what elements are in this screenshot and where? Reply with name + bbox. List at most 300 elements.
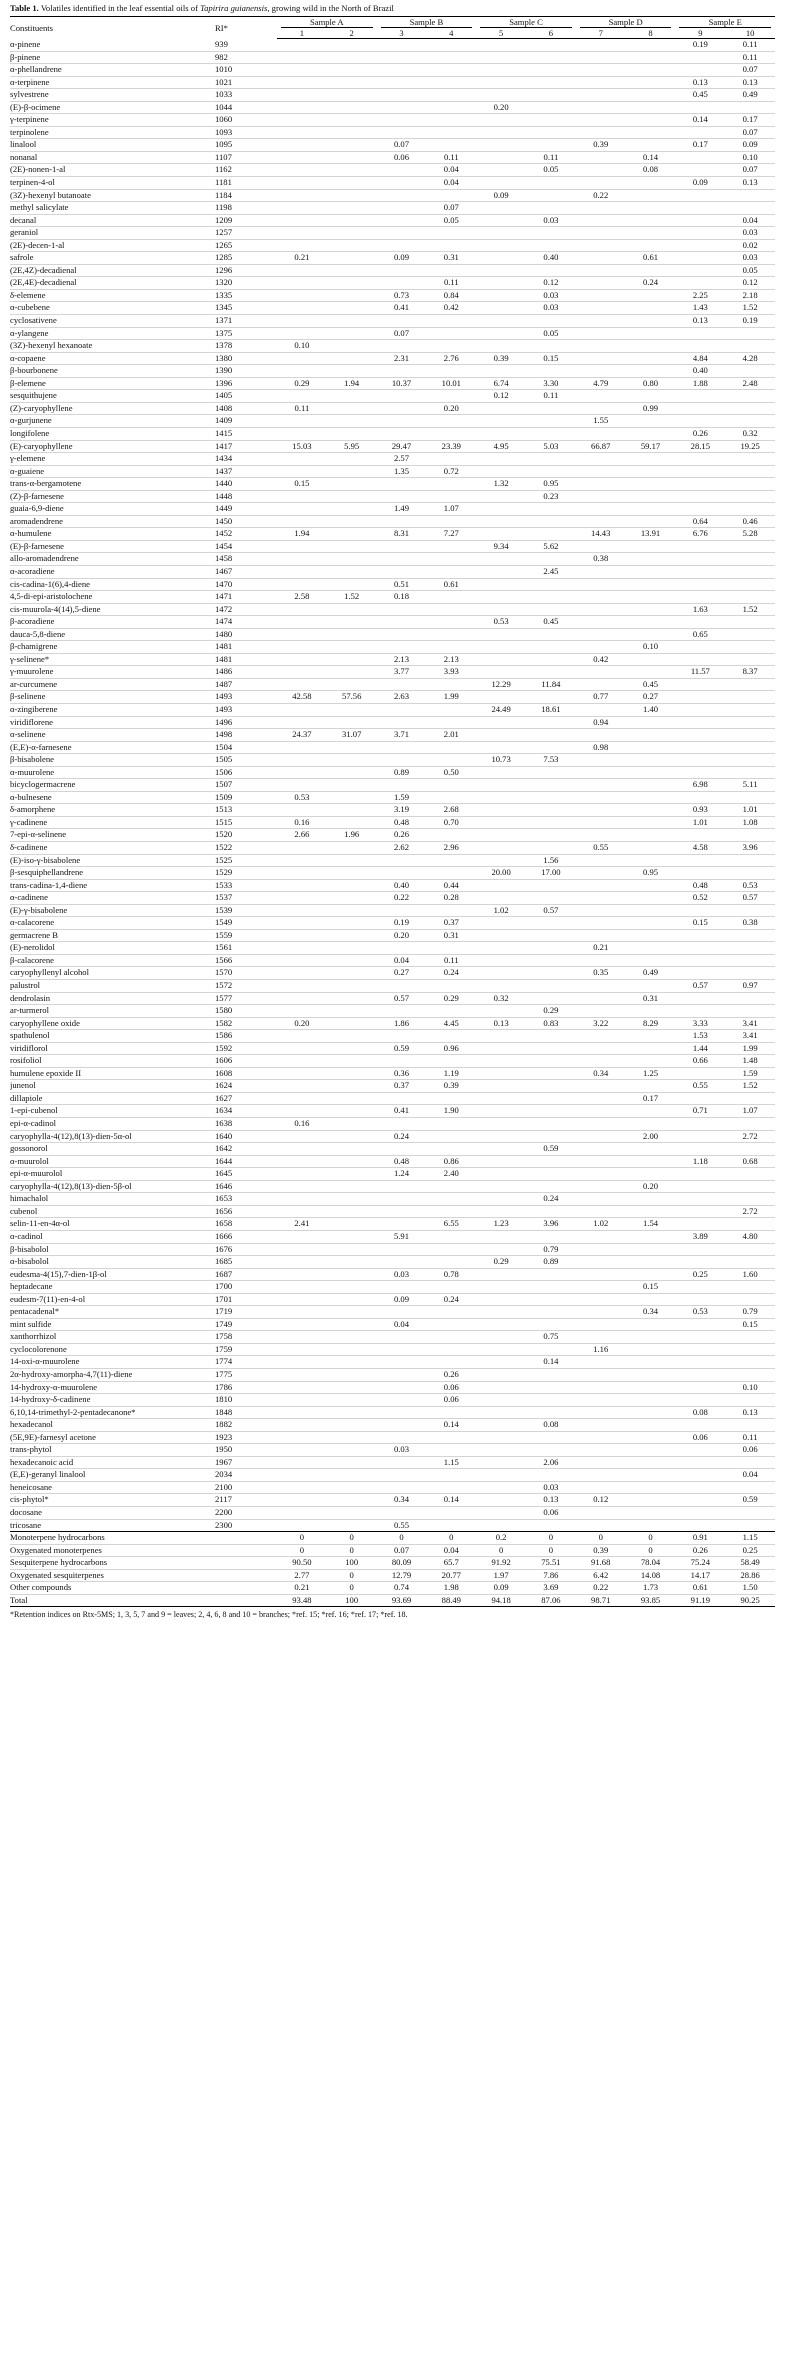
value-cell — [675, 327, 725, 340]
constituent-name: β-bourbonene — [10, 365, 58, 376]
value-cell — [426, 189, 476, 202]
value-cell — [377, 1205, 427, 1218]
value-cell: 5.11 — [742, 779, 758, 790]
value-cell: 0.15 — [692, 917, 708, 928]
value-cell: 0.93 — [692, 804, 708, 815]
value-cell — [526, 1281, 576, 1294]
value-cell — [725, 854, 775, 867]
value-cell — [426, 126, 476, 139]
value-cell — [377, 1419, 427, 1432]
value-cell — [526, 1055, 576, 1068]
value-cell: 3.41 — [742, 1030, 758, 1041]
value-cell — [725, 1368, 775, 1381]
value-cell: 0.16 — [294, 816, 310, 827]
value-cell: 0.22 — [593, 189, 609, 200]
value-cell — [476, 1331, 526, 1344]
value-cell — [626, 879, 676, 892]
retention-index: 1467 — [215, 565, 233, 576]
value-cell — [277, 177, 327, 190]
value-cell — [377, 1431, 427, 1444]
value-cell — [626, 553, 676, 566]
value-cell — [377, 64, 427, 77]
header-col-4: 4 — [426, 28, 476, 39]
table-row — [10, 1331, 775, 1344]
value-cell — [576, 1105, 626, 1118]
value-cell: 0.25 — [692, 1268, 708, 1279]
value-cell — [277, 804, 327, 817]
value-cell: 42.58 — [292, 691, 312, 702]
value-cell: 0.59 — [742, 1494, 758, 1505]
value-cell — [476, 490, 526, 503]
retention-index: 1060 — [215, 114, 233, 125]
value-cell — [377, 1218, 427, 1231]
value-cell: 0.08 — [692, 1406, 708, 1417]
value-cell — [675, 1243, 725, 1256]
constituent-name: terpinen-4-ol — [10, 177, 55, 188]
value-cell: 2.72 — [742, 1205, 758, 1216]
value-cell — [526, 101, 576, 114]
value-cell: 0.08 — [643, 164, 659, 175]
retention-index: 1415 — [215, 427, 233, 438]
value-cell: 0.77 — [593, 691, 609, 702]
value-cell — [327, 1356, 377, 1369]
value-cell — [626, 628, 676, 641]
value-cell: 0.14 — [443, 1494, 459, 1505]
constituent-name: (Z)-caryophyllene — [10, 402, 73, 413]
value-cell: 0.48 — [393, 1155, 410, 1166]
value-cell — [327, 1092, 377, 1105]
table-row — [10, 540, 775, 553]
value-cell — [626, 427, 676, 440]
value-cell — [327, 779, 377, 792]
retention-index: 1685 — [215, 1256, 233, 1267]
constituent-name: Total — [10, 1594, 215, 1607]
value-cell — [327, 954, 377, 967]
value-cell: 24.37 — [292, 729, 312, 740]
value-cell — [626, 302, 676, 315]
value-cell — [576, 954, 626, 967]
value-cell — [476, 1030, 526, 1043]
value-cell: 2.06 — [543, 1456, 559, 1467]
value-cell — [476, 854, 526, 867]
value-cell — [576, 1180, 626, 1193]
value-cell — [327, 277, 377, 290]
retention-index: 1434 — [215, 453, 233, 464]
value-cell — [626, 929, 676, 942]
value-cell — [476, 779, 526, 792]
value-cell — [576, 214, 626, 227]
value-cell — [476, 578, 526, 591]
value-cell — [626, 842, 676, 855]
value-cell — [526, 528, 576, 541]
value-cell — [327, 1431, 377, 1444]
constituent-name: 2α-hydroxy-amorpha-4,7(11)-diene — [10, 1368, 133, 1379]
value-cell: 0.18 — [393, 591, 410, 602]
value-cell: 1.94 — [344, 377, 360, 388]
value-cell — [327, 1381, 377, 1394]
value-cell — [626, 89, 676, 102]
value-cell — [327, 1268, 377, 1281]
value-cell — [476, 327, 526, 340]
value-cell — [626, 390, 676, 403]
value-cell: 0.11 — [543, 151, 559, 162]
constituent-name: 1-epi-cubenol — [10, 1105, 58, 1116]
value-cell — [526, 340, 576, 353]
value-cell — [426, 264, 476, 277]
value-cell — [377, 1456, 427, 1469]
value-cell: 15.03 — [292, 440, 312, 451]
value-cell — [526, 427, 576, 440]
value-cell: 0.94 — [593, 716, 609, 727]
value-cell — [626, 954, 676, 967]
value-cell — [576, 427, 626, 440]
value-cell — [277, 1419, 327, 1432]
value-cell — [626, 917, 676, 930]
value-cell: 0.03 — [742, 227, 758, 238]
value-cell — [526, 967, 576, 980]
value-cell — [377, 904, 427, 917]
retention-index: 1033 — [215, 89, 233, 100]
value-cell — [626, 1469, 676, 1482]
value-cell: 12.79 — [391, 1569, 412, 1580]
value-cell — [626, 1431, 676, 1444]
value-cell: 0 — [277, 1532, 327, 1545]
retention-index: 1481 — [215, 641, 233, 652]
value-cell — [725, 478, 775, 491]
retention-index: 1417 — [215, 440, 233, 451]
constituent-name: epi-α-muurolol — [10, 1168, 63, 1179]
value-cell — [526, 465, 576, 478]
table-row — [10, 51, 775, 64]
value-cell: 1.08 — [742, 816, 758, 827]
value-cell: 0.09 — [493, 189, 509, 200]
table-row — [10, 1218, 775, 1231]
value-cell — [626, 791, 676, 804]
value-cell — [526, 666, 576, 679]
value-cell — [476, 1193, 526, 1206]
value-cell — [327, 76, 377, 89]
value-cell — [476, 465, 526, 478]
value-cell: 0.29 — [294, 377, 310, 388]
value-cell — [476, 1419, 526, 1432]
value-cell — [476, 1444, 526, 1457]
retention-index: 1162 — [215, 164, 232, 175]
value-cell — [377, 478, 427, 491]
value-cell — [377, 214, 427, 227]
value-cell — [277, 1519, 327, 1532]
summary-row — [10, 1557, 775, 1570]
value-cell: 1.49 — [393, 503, 410, 514]
value-cell: 0.10 — [742, 151, 758, 162]
value-cell — [476, 252, 526, 265]
value-cell: 1.48 — [742, 1055, 758, 1066]
caption-species: Tapirira guianensis — [200, 3, 268, 13]
table-row — [10, 904, 775, 917]
retention-index: 1606 — [215, 1055, 233, 1066]
value-cell: 91.19 — [675, 1594, 725, 1607]
value-cell: 28.86 — [740, 1569, 760, 1580]
retention-index — [215, 1569, 277, 1582]
value-cell — [277, 1205, 327, 1218]
value-cell: 3.77 — [393, 666, 410, 677]
constituent-name: 4,5-di-epi-aristolochene — [10, 591, 93, 602]
value-cell — [675, 1381, 725, 1394]
value-cell: 0.15 — [742, 1318, 758, 1329]
value-cell — [476, 1180, 526, 1193]
retention-index: 1470 — [215, 578, 233, 589]
value-cell — [526, 1105, 576, 1118]
table-row — [10, 214, 775, 227]
value-cell — [576, 666, 626, 679]
value-cell — [675, 691, 725, 704]
value-cell — [277, 578, 327, 591]
constituent-name: allo-aromadendrene — [10, 553, 79, 564]
value-cell — [327, 427, 377, 440]
value-cell — [675, 1394, 725, 1407]
value-cell — [377, 1506, 427, 1519]
value-cell — [277, 151, 327, 164]
value-cell: 78.04 — [640, 1557, 661, 1568]
table-row — [10, 779, 775, 792]
retention-index: 1095 — [215, 139, 233, 150]
value-cell — [725, 1481, 775, 1494]
value-cell — [526, 1205, 576, 1218]
value-cell — [725, 565, 775, 578]
value-cell: 8.29 — [643, 1017, 659, 1028]
value-cell — [476, 553, 526, 566]
value-cell — [526, 980, 576, 993]
value-cell — [526, 954, 576, 967]
table-row — [10, 478, 775, 491]
value-cell — [277, 1306, 327, 1319]
value-cell: 0.38 — [742, 917, 758, 928]
value-cell — [626, 578, 676, 591]
value-cell — [626, 1494, 676, 1507]
table-row — [10, 1030, 775, 1043]
constituent-name: humulene epoxide II — [10, 1067, 82, 1078]
value-cell — [675, 1281, 725, 1294]
value-cell: 58.49 — [740, 1557, 760, 1568]
value-cell: 0.22 — [593, 1582, 609, 1593]
value-cell — [277, 741, 327, 754]
value-cell — [725, 1168, 775, 1181]
value-cell — [526, 578, 576, 591]
value-cell — [576, 490, 626, 503]
value-cell — [476, 980, 526, 993]
value-cell: 1.16 — [593, 1343, 609, 1354]
constituent-name: 14-hydroxy-δ-cadinene — [10, 1394, 91, 1405]
value-cell — [277, 678, 327, 691]
value-cell — [675, 1343, 725, 1356]
value-cell — [526, 51, 576, 64]
constituent-name: β-chamigrene — [10, 641, 58, 652]
value-cell: 0.04 — [393, 954, 410, 965]
value-cell: 0.03 — [742, 252, 758, 263]
header-col-1: 1 — [277, 28, 327, 39]
value-cell: 0.57 — [393, 992, 410, 1003]
table-row — [10, 528, 775, 541]
value-cell — [675, 829, 725, 842]
value-cell — [327, 365, 377, 378]
retention-index: 1653 — [215, 1193, 233, 1204]
value-cell — [675, 1318, 725, 1331]
value-cell — [626, 490, 676, 503]
value-cell — [576, 1005, 626, 1018]
value-cell — [626, 616, 676, 629]
value-cell — [626, 1118, 676, 1131]
retention-index: 1559 — [215, 929, 233, 940]
value-cell — [476, 1431, 526, 1444]
value-cell — [377, 227, 427, 240]
table-row — [10, 1343, 775, 1356]
value-cell — [476, 565, 526, 578]
constituent-name: Other compounds — [10, 1582, 72, 1593]
value-cell — [277, 716, 327, 729]
value-cell: 3.30 — [543, 377, 559, 388]
value-cell — [476, 1293, 526, 1306]
value-cell: 4.80 — [742, 1230, 758, 1241]
value-cell — [526, 603, 576, 616]
value-cell: 1.52 — [742, 603, 758, 614]
value-cell — [626, 1331, 676, 1344]
table-row — [10, 453, 775, 466]
value-cell: 10.37 — [391, 377, 412, 388]
value-cell — [626, 76, 676, 89]
value-cell — [277, 277, 327, 290]
value-cell: 2.58 — [294, 591, 310, 602]
value-cell — [327, 1143, 377, 1156]
value-cell: 1.50 — [742, 1582, 758, 1593]
value-cell: 0 — [299, 1544, 305, 1555]
value-cell — [327, 1105, 377, 1118]
value-cell — [626, 892, 676, 905]
value-cell: 3.89 — [692, 1230, 708, 1241]
value-cell — [277, 540, 327, 553]
value-cell — [377, 1469, 427, 1482]
value-cell — [426, 1193, 476, 1206]
constituent-name: selin-11-en-4α-ol — [10, 1218, 70, 1229]
value-cell — [626, 503, 676, 516]
value-cell — [327, 1494, 377, 1507]
value-cell — [675, 189, 725, 202]
retention-index: 1448 — [215, 490, 233, 501]
value-cell — [327, 766, 377, 779]
value-cell — [277, 1243, 327, 1256]
value-cell — [626, 603, 676, 616]
value-cell — [426, 904, 476, 917]
value-cell: 0.39 — [443, 1080, 459, 1091]
constituent-name: linalool — [10, 139, 37, 150]
retention-index: 1505 — [215, 754, 233, 765]
value-cell — [277, 1281, 327, 1294]
value-cell — [626, 1042, 676, 1055]
value-cell: 0.12 — [742, 277, 758, 288]
value-cell — [526, 816, 576, 829]
value-cell — [377, 716, 427, 729]
value-cell: 0.61 — [692, 1582, 708, 1593]
value-cell: 2.13 — [393, 653, 410, 664]
retention-index: 1345 — [215, 302, 233, 313]
value-cell — [626, 114, 676, 127]
value-cell — [476, 1469, 526, 1482]
value-cell: 0 — [576, 1532, 626, 1545]
constituent-name: sesquithujene — [10, 390, 57, 401]
value-cell: 0.03 — [543, 1481, 559, 1492]
value-cell: 1.99 — [742, 1042, 758, 1053]
value-cell: 90.25 — [725, 1594, 775, 1607]
value-cell: 0.04 — [393, 1318, 410, 1329]
summary-row — [10, 1532, 775, 1545]
value-cell: 20.77 — [441, 1569, 461, 1580]
retention-index: 1181 — [215, 177, 232, 188]
value-cell — [377, 867, 427, 880]
value-cell — [377, 854, 427, 867]
header-col-3: 3 — [377, 28, 427, 39]
value-cell: 0.03 — [393, 1268, 410, 1279]
value-cell: 0 — [498, 1544, 504, 1555]
value-cell: 0.41 — [393, 302, 410, 313]
value-cell — [327, 929, 377, 942]
value-cell: 18.61 — [541, 703, 561, 714]
value-cell: 0.31 — [443, 252, 459, 263]
retention-index: 1624 — [215, 1080, 233, 1091]
value-cell: 0.26 — [393, 829, 410, 840]
value-cell: 0.13 — [742, 177, 758, 188]
value-cell — [377, 980, 427, 993]
value-cell — [675, 490, 725, 503]
value-cell — [725, 904, 775, 917]
value-cell — [526, 804, 576, 817]
value-cell: 0.40 — [393, 879, 410, 890]
value-cell — [327, 917, 377, 930]
value-cell — [526, 1519, 576, 1532]
value-cell — [576, 1205, 626, 1218]
value-cell — [327, 1481, 377, 1494]
value-cell — [576, 892, 626, 905]
retention-index: 1480 — [215, 628, 233, 639]
value-cell: 1.01 — [692, 816, 708, 827]
value-cell: 3.96 — [742, 842, 758, 852]
value-cell: 0.04 — [443, 1544, 459, 1555]
constituent-name: heneicosane — [10, 1481, 52, 1492]
value-cell — [725, 1519, 775, 1532]
constituent-name: (2E)-nonen-1-al — [10, 164, 66, 175]
value-cell — [576, 1318, 626, 1331]
constituent-name: β-elemene — [10, 377, 46, 388]
header-constituents: Constituents — [10, 17, 215, 39]
retention-index: 1010 — [215, 64, 233, 75]
value-cell — [377, 427, 427, 440]
table-row — [10, 390, 775, 403]
value-cell — [725, 1356, 775, 1369]
value-cell — [626, 352, 676, 365]
value-cell: 4.28 — [742, 352, 758, 363]
retention-index: 2100 — [215, 1481, 233, 1492]
value-cell — [526, 842, 576, 855]
value-cell: 0.15 — [643, 1281, 659, 1292]
value-cell — [576, 628, 626, 641]
retention-index — [215, 1582, 277, 1595]
value-cell — [277, 89, 327, 102]
value-cell — [725, 741, 775, 754]
value-cell — [675, 390, 725, 403]
table-row — [10, 503, 775, 516]
constituent-name: rosifoliol — [10, 1055, 42, 1066]
value-cell — [277, 51, 327, 64]
table-row — [10, 967, 775, 980]
value-cell — [675, 565, 725, 578]
value-cell: 2.41 — [294, 1218, 310, 1229]
